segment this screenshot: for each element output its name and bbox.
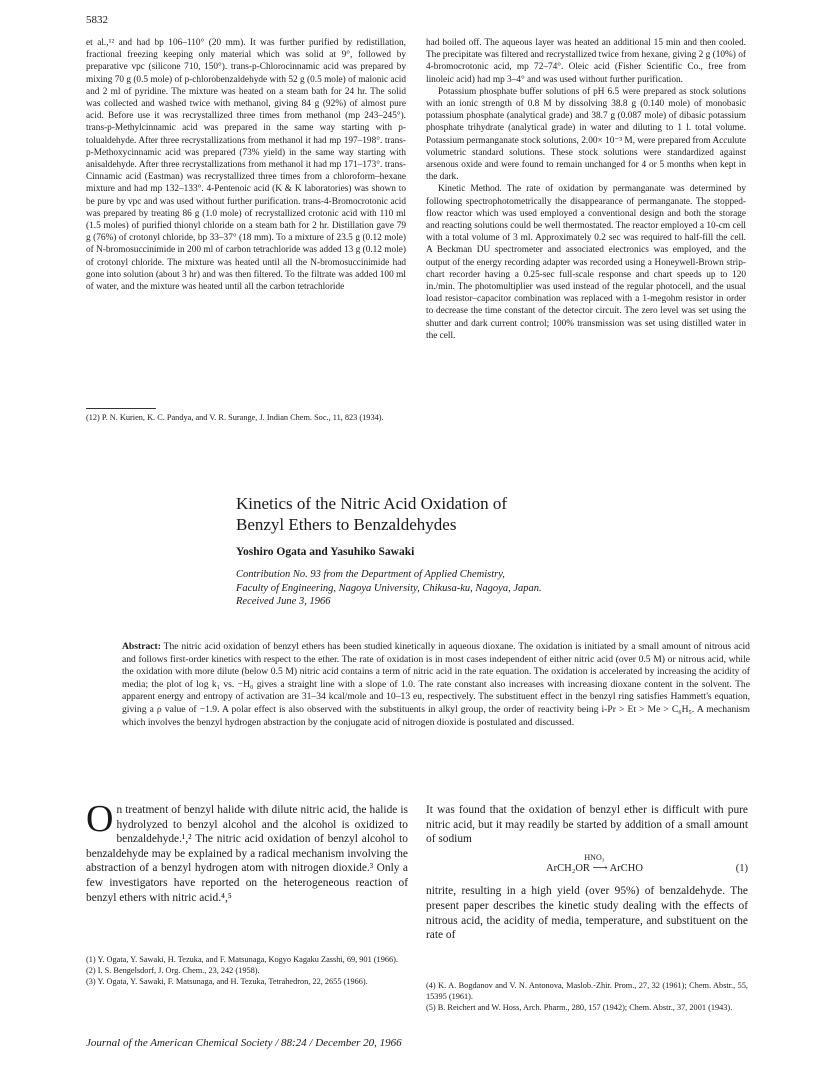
authors: Yoshiro Ogata and Yasuhiko Sawaki: [236, 546, 415, 558]
footnote: (1) Y. Ogata, Y. Sawaki, H. Tezuka, and F. Matsunaga, Kogyo Kagaku Zasshi, 69, 901 (1966).: [86, 955, 398, 964]
paragraph: Kinetic Method. The rate of oxidation by permanganate was determined by following spectrophotometrically the disappearance of permanganate. The stopped-flow reactor which was used employed a conventional design and both the storage and reacting solutions could be well thermostated. The reactor employed a 10-cm cell with a total volume of 3 ml. Approximately 0.2 sec was required to half-fill the cell. A Beckman DU spectrometer and associated electronics was employed, and the output of the energy recording adapter was recorded using a Honeywell-Brown strip-chart recorder having a 0.25-sec full-scale response and chart speeds up to 120 in./min. The photomultiplier was used instead of the regular photocell, and the usual load resistor–capacitor combination was replaced with a 1-megohm resistor in order to decrease the time constant of the detector circuit. The zero level was set using the shutter and dark current control; 100% transmission was set using distilled water in the cell.: [426, 184, 746, 341]
equation-product: ArCHO: [609, 862, 643, 874]
title-line: Kinetics of the Nitric Acid Oxidation of: [236, 494, 507, 513]
affiliation-line: Contribution No. 93 from the Department of Applied Chemistry,: [236, 569, 505, 580]
page-number: 5832: [86, 14, 108, 26]
footnote-12: (12) P. N. Kurien, K. C. Pandya, and V. R. Surange, J. Indian Chem. Soc., 11, 823 (1934).: [86, 413, 384, 422]
equation-arrow: ⟶: [592, 862, 608, 874]
paragraph: et al.,¹² and had bp 106–110° (20 mm). It was further purified by redistillation, fractional freezing keeping only material which was solid at 9°, followed by preparative vpc (silicone 710, 150°). trans-p-Chlorocinnamic acid was prepared by mixing 70 g (0.5 mole) of p-chlorobenzaldehyde with 52 g (0.5 mole) of malonic acid and 2 ml of pyridine. The mixture was heated on a steam bath for 24 hr. The solid was collected and washed twice with methanol, giving 84 g (92%) of almost pure acid. Before use it was recrystallized three times from methanol (mp 243–245°). trans-p-Methylcinnamic acid was prepared in the same way starting with p-tolualdehyde. After three recrystallizations from methanol it had mp 197–198°. trans-p-Methoxycinnamic acid was prepared (73% yield) in the same way starting with anisaldehyde. After three recrystallizations from methanol it had mp 171–173°. trans-Cinnamic acid (Eastman) was recrystallized three times from a chloroform–hexane mixture and had mp 132–133°. 4-Pentenoic acid (K & K laboratories) was shown to be pure by vpc and was used without further purification. trans-4-Bromocrotonic acid was prepared by treating 86 g (1.0 mole) of recrystallized crotonic acid with 110 ml (1.5 moles) of purified thionyl chloride on a steam bath for 2 hr. Distillation gave 79 g (76%) of crotonyl chloride, bp 33–37° (18 mm). To a mixture of 23.5 g (0.12 mole) of N-bromosuccinimide in 200 ml of carbon tetrachloride was added 13 g (0.12 mole) of crotonyl chloride. The mixture was heated until all the N-bromosuccinimide had gone into solution (about 3 hr) and was then filtered. To the filtrate was added 100 ml of water, and the mixture was heated until all the carbon tetrachloride: [86, 38, 406, 293]
equation-reagent: HNO₃: [584, 852, 605, 862]
affiliation: [236, 568, 596, 609]
equation-expression: [546, 853, 643, 877]
footnotes-left: [86, 955, 408, 987]
affiliation-line: Faculty of Engineering, Nagoya University, Chikusa-ku, Nagoya, Japan.: [236, 582, 542, 594]
footnote: (2) I. S. Bengelsdorf, J. Org. Chem., 23, 242 (1958).: [86, 965, 260, 975]
article-title: [236, 493, 636, 535]
body-left-column: [86, 798, 408, 905]
abstract-text: The nitric acid oxidation of benzyl ethers has been studied kinetically in aqueous dioxane. The oxidation is initiated by a small amount of nitrous acid and follows first-order kinetics with respect to the ether. The rate of oxidation is in most cases independent of either nitric acid (over 0.5 M) or nitrous acid, while the oxidation with more dilute (below 0.5 M) nitric acid contains a term of nitric acid in the rate equation. The oxidation is accelerated by increasing the acidity of media; the plot of log k₁ vs. −H₀ gives a straight line with a slope of 1.0. The rate constant also increases with increasing dioxane content in the solvent. The apparent energy and entropy of activation are 31–34 kcal/mole and 10–13 eu, respectively. The substituent effect in the benzyl ring satisfies Hammett's equation, giving a ρ value of −1.9. A polar effect is also observed with the substituents in alkyl group, the order of reactivity being i-Pr > Et > Me > C₆H₅. A mechanism which involves the benzyl hydrogen abstraction by the conjugate acid of nitrogen dioxide is postulated and discussed.: [122, 641, 750, 728]
drop-cap: O: [86, 798, 114, 840]
footnote-rule: [86, 408, 156, 409]
equation-1: [426, 853, 748, 877]
paragraph: Potassium phosphate buffer solutions of pH 6.5 were prepared as stock solutions with an ionic strength of 0.8 M by dissolving 38.8 g (0.140 mole) of monobasic potassium phosphate (analytical grade) and 38.7 g (0.087 mole) of dibasic potassium phosphate trihydrate (analytical grade) in water and diluting to 1 l. total volume. Potassium permanganate stock solutions, 2.00× 10⁻³ M, were prepared from Acculute volumetric standard solutions. These stock solutions were standardized against arsenous oxide and were found to remain unchanged for 4 or 5 months when kept in the dark.: [426, 86, 746, 183]
right-column-experimental: [426, 37, 746, 342]
footnote: (5) B. Reichert and W. Hoss, Arch. Pharm., 280, 157 (1942); Chem. Abstr., 37, 2001 (1943).: [426, 1002, 733, 1012]
received-date: Received June 3, 1966: [236, 596, 331, 608]
footnote: (4) K. A. Bogdanov and V. N. Antonova, Maslob.-Zhir. Prom., 27, 32 (1961); Chem. Abstr., 55, 15395 (1961).: [426, 981, 748, 1001]
footnotes-right: [426, 981, 748, 1013]
abstract-label: Abstract:: [122, 641, 161, 652]
abstract: [122, 641, 750, 729]
equation-reactant: ArCH₂OR: [546, 862, 590, 874]
body-paragraph: nitrite, resulting in a high yield (over 95%) of benzaldehyde. The present paper describes the kinetic study dealing with the effects of nitrous acid, the acidity of media, temperature, and substituent on the rate of: [426, 885, 748, 942]
body-right-column: [426, 803, 748, 943]
journal-footer: Journal of the American Chemical Society / 88:24 / December 20, 1966: [86, 1037, 402, 1049]
equation-number: (1): [735, 862, 748, 874]
footnote: (3) Y. Ogata, Y. Sawaki, F. Matsunaga, and H. Tezuka, Tetrahedron, 22, 2655 (1966).: [86, 976, 368, 986]
title-line: Benzyl Ethers to Benzaldehydes: [236, 515, 457, 534]
left-column-experimental: [86, 37, 406, 293]
paragraph: had boiled off. The aqueous layer was heated an additional 15 min and then cooled. The precipitate was filtered and recrystallized twice from hexane, giving 2 g (10%) of 4-bromocrotonic acid, mp 72–74°. Oleic acid (Fisher Scientific Co., free from linoleic acid) had mp 3–4° and was used without further purification.: [426, 38, 746, 85]
body-paragraph: It was found that the oxidation of benzyl ether is difficult with pure nitric acid, but it may readily be started by addition of a small amount of sodium: [426, 804, 748, 846]
intro-paragraph: n treatment of benzyl halide with dilute nitric acid, the halide is hydrolyzed to benzyl alcohol and the alcohol is oxidized to benzaldehyde.¹,² The nitric acid oxidation of benzyl alcohol to benzaldehyde may be explained by a radical mechanism involving the abstraction of a benzyl hydrogen atom with nitrogen dioxide.³ Only a few investigators have reported on the heterogeneous reaction of benzyl ethers with nitric acid.⁴,⁵: [86, 804, 408, 904]
